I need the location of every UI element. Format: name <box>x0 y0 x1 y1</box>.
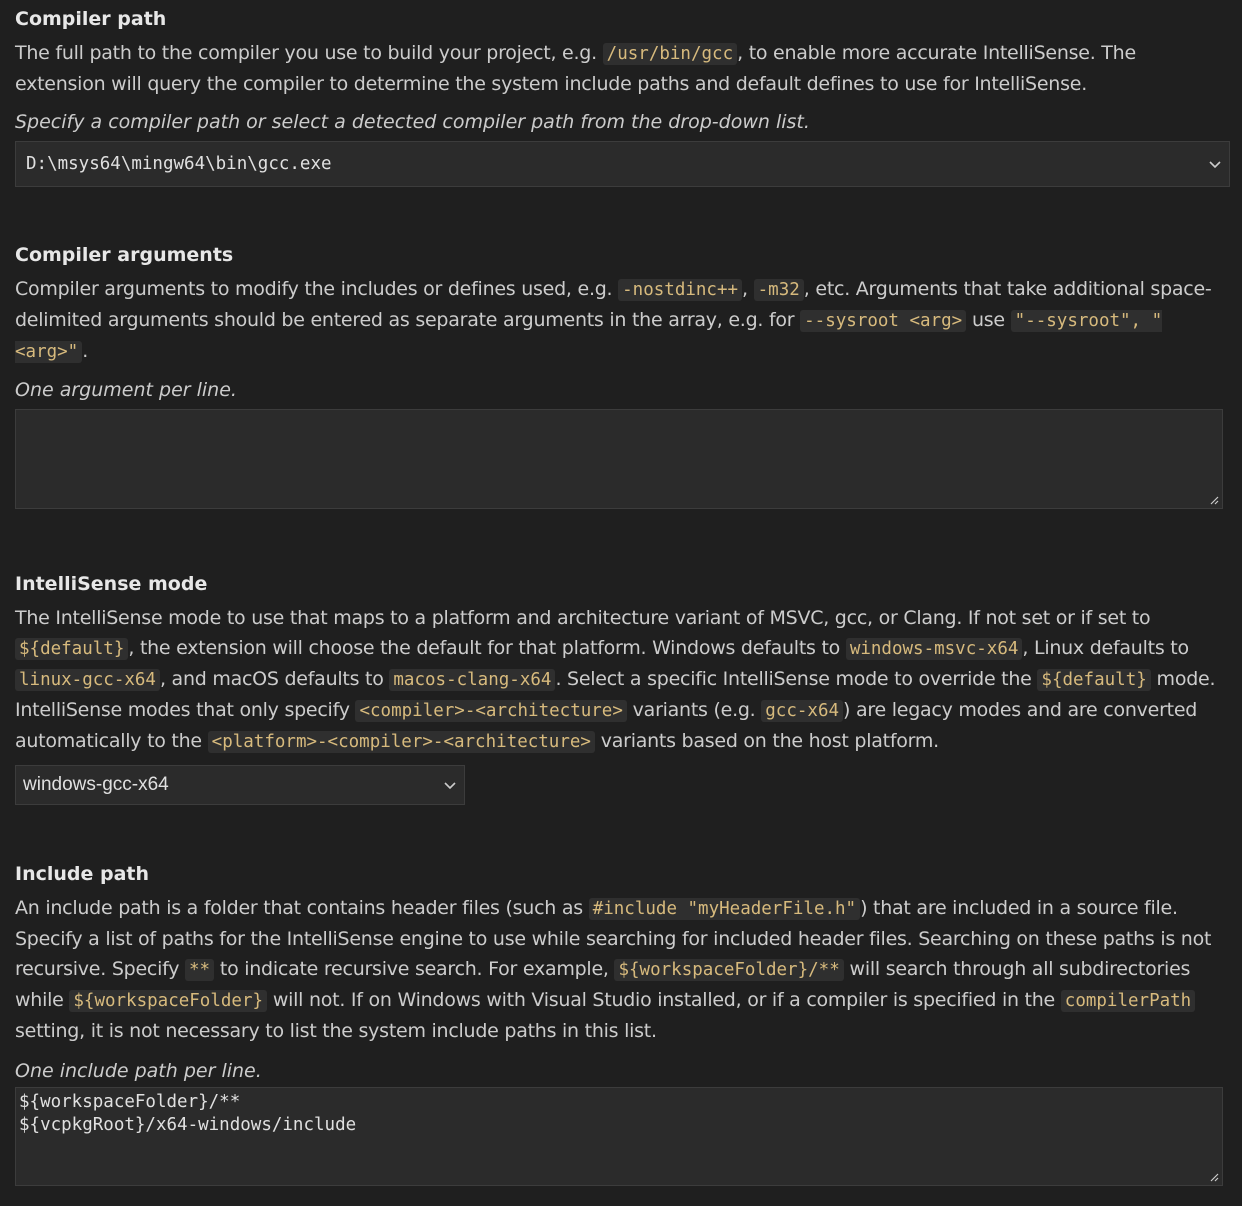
description-text: use <box>966 309 1011 331</box>
include-path-line[interactable]: ${vcpkgRoot}/x64-windows/include <box>19 1115 357 1135</box>
chevron-down-icon[interactable] <box>442 777 458 793</box>
description-text: , <box>742 278 754 300</box>
chevron-down-icon[interactable] <box>1207 156 1223 172</box>
inline-code: ${default} <box>1037 669 1150 691</box>
description-text: . Select a specific IntelliSense mode to override the <box>555 668 1038 690</box>
intellisense-mode-section <box>15 571 1230 757</box>
inline-code: "--sysroot", "<arg>" <box>15 311 1163 362</box>
compiler-args-section <box>15 242 1230 403</box>
description-text: will not. If on Windows with Visual Studio installed, or if a compiler is specified in the <box>267 989 1061 1011</box>
description-text: setting, it is not necessary to list the system include paths in this list. <box>15 1020 657 1042</box>
inline-code: #include "myHeaderFile.h" <box>589 898 860 920</box>
inline-code: /usr/bin/gcc <box>603 43 737 65</box>
include-path-hint: One include path per line. <box>15 1060 262 1082</box>
description-text: , the extension will choose the default for that platform. Windows defaults to <box>128 637 846 659</box>
inline-code: -m32 <box>754 279 804 301</box>
include-path-textarea[interactable] <box>15 1087 1223 1186</box>
compiler-path-combobox[interactable] <box>15 141 1230 187</box>
compiler-args-description <box>15 274 1230 367</box>
description-text: The IntelliSense mode to use that maps to a platform and architecture variant of MSVC, gcc, or Clang. If not set or if set to <box>15 607 1151 629</box>
include-path-description <box>15 893 1230 1046</box>
inline-code: gcc-x64 <box>761 700 843 722</box>
inline-code: ** <box>185 959 214 981</box>
inline-code: compilerPath <box>1061 990 1195 1012</box>
inline-code: ${workspaceFolder}/** <box>614 959 843 981</box>
description-text: . <box>82 340 89 362</box>
include-path-title: Include path <box>15 863 150 885</box>
description-text: to indicate recursive search. For example, <box>214 958 615 980</box>
description-text: will search through all subdirectories while <box>15 958 1191 1011</box>
description-text: , and macOS defaults to <box>159 668 390 690</box>
inline-code: windows-msvc-x64 <box>846 638 1023 660</box>
compiler-args-textarea[interactable] <box>15 409 1223 509</box>
include-path-section <box>15 861 1230 1084</box>
compiler-path-section <box>15 6 1230 135</box>
description-text: ) that are included in a source file. Specify a list of paths for the IntelliSense engine to use while searching for included header files. Searching on these paths is not recursive. Specify <box>15 897 1212 980</box>
compiler-path-description <box>15 38 1230 99</box>
intellisense-mode-value[interactable]: windows-gcc-x64 <box>23 774 169 795</box>
intellisense-mode-description <box>15 603 1230 757</box>
compiler-path-hint: Specify a compiler path or select a detected compiler path from the drop-down list. <box>15 111 810 133</box>
resize-grip-icon[interactable] <box>1209 495 1219 505</box>
description-text: The full path to the compiler you use to build your project, e.g. <box>15 42 603 64</box>
description-text: , etc. Arguments that take additional space-delimited arguments should be entered as separate arguments in the array, e.g. for <box>15 278 1212 331</box>
inline-code: <compiler>-<architecture> <box>355 700 626 722</box>
description-text: variants (e.g. <box>626 699 762 721</box>
description-text: mode. IntelliSense modes that only specify <box>15 668 1216 721</box>
description-text: ) are legacy modes and are converted automatically to the <box>15 699 1198 752</box>
compiler-args-hint: One argument per line. <box>15 379 237 401</box>
description-text: , to enable more accurate IntelliSense. The extension will query the compiler to determine the system include paths and default defines to use for IntelliSense. <box>15 42 1136 95</box>
inline-code: <platform>-<compiler>-<architecture> <box>208 731 595 753</box>
description-text: variants based on the host platform. <box>594 730 939 752</box>
compiler-path-title: Compiler path <box>15 8 167 30</box>
include-path-line[interactable]: ${workspaceFolder}/** <box>19 1092 241 1112</box>
resize-grip-icon[interactable] <box>1209 1172 1219 1182</box>
inline-code: macos-clang-x64 <box>389 669 555 691</box>
description-text: Compiler arguments to modify the includes or defines used, e.g. <box>15 278 619 300</box>
intellisense-mode-select[interactable] <box>15 765 465 805</box>
intellisense-mode-title: IntelliSense mode <box>15 573 208 595</box>
description-text: , Linux defaults to <box>1022 637 1189 659</box>
inline-code: -nostdinc++ <box>618 279 742 301</box>
inline-code: linux-gcc-x64 <box>15 669 160 691</box>
description-text: An include path is a folder that contains header files (such as <box>15 897 589 919</box>
inline-code: ${workspaceFolder} <box>69 990 267 1012</box>
inline-code: --sysroot <arg> <box>800 310 966 332</box>
inline-code: ${default} <box>15 638 128 660</box>
compiler-path-value[interactable]: D:\msys64\mingw64\bin\gcc.exe <box>26 154 332 174</box>
compiler-args-title: Compiler arguments <box>15 244 234 266</box>
